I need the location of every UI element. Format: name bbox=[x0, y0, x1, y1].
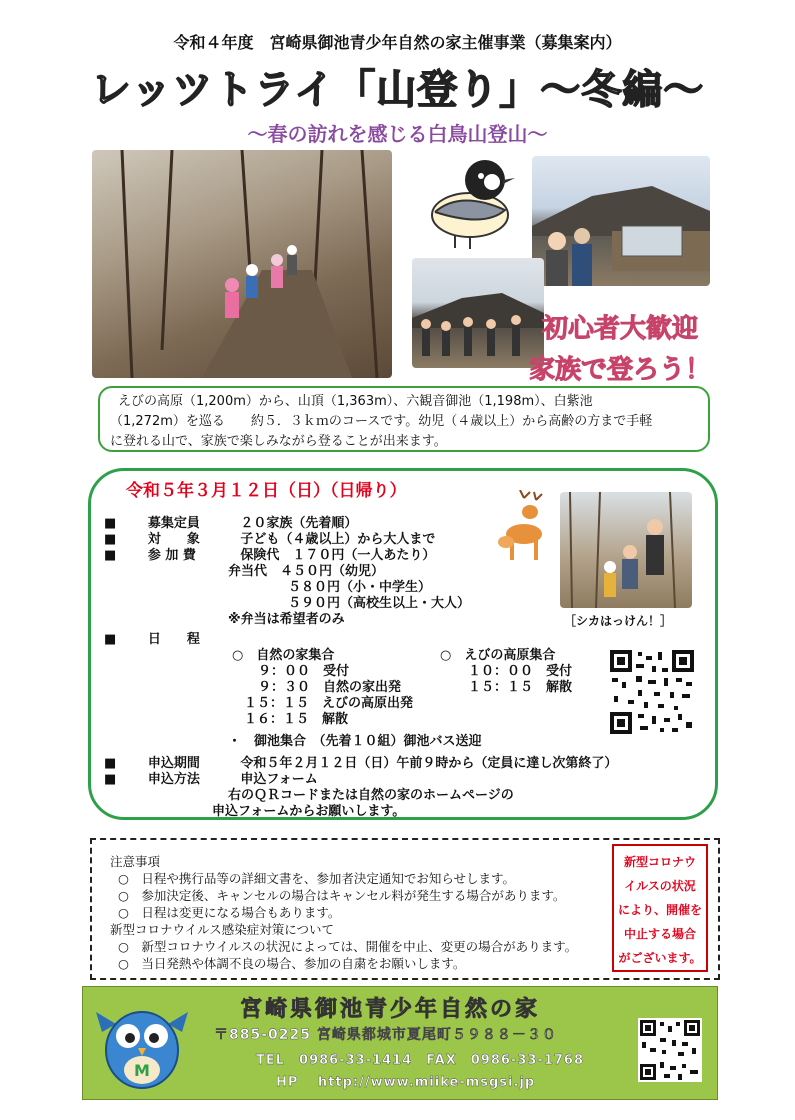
capacity-value: ２０家族（先着順） bbox=[240, 516, 358, 531]
schedule-a-title: ○ 自然の家集合 bbox=[232, 648, 335, 663]
covid-warning-line-1: 新型コロナウ bbox=[623, 855, 696, 869]
observation-deck-photo bbox=[532, 156, 710, 286]
apply-method-value: 申込フォーム bbox=[240, 772, 318, 787]
footer-website[interactable]: HP http://www.miike-msgsi.jp bbox=[276, 1075, 536, 1090]
banner-line-2: 家族で登ろう！ bbox=[528, 355, 711, 385]
covid-warning-line-5: がございます。 bbox=[618, 951, 702, 965]
intro-line-2: （1,272m）を巡る 約５．３ｋｍのコースです。幼児（４歳以上）から高齢の方まで手軽 bbox=[110, 414, 653, 429]
qr-code-application[interactable] bbox=[608, 648, 696, 736]
notice-item-2: ○ 参加決定後、キャンセルの場合はキャンセル料が発生する場合があります。 bbox=[118, 888, 566, 903]
covid-item-1: ○ 新型コロナウイルスの状況によっては、開催を中止、変更の場合があります。 bbox=[118, 939, 578, 954]
apply-period-label: 申込期間 bbox=[147, 756, 200, 771]
fee-lunch-2: ５８０円（小・中学生） bbox=[288, 580, 432, 595]
target-value: 子ども（４歳以上）から大人まで bbox=[240, 532, 436, 547]
bullet-icon: ■ bbox=[104, 756, 130, 771]
bird-illustration bbox=[415, 150, 525, 250]
fee-insurance: 保険代 １７０円（一人あたり） bbox=[240, 548, 436, 563]
footer-org-name: 宮崎県御池青少年自然の家 bbox=[240, 997, 541, 1022]
apply-period-value: 令和５年２月１２日（日）午前９時から（定員に達し次第終了） bbox=[240, 756, 618, 771]
covid-warning-box bbox=[612, 844, 708, 972]
fee-label: 参 加 費 bbox=[147, 548, 196, 563]
owl-mascot-icon bbox=[94, 992, 190, 1092]
notice-item-1: ○ 日程や携行品等の詳細文書を、参加者決定通知でお知らせします。 bbox=[118, 871, 516, 886]
bullet-icon: ■ bbox=[104, 548, 130, 563]
bullet-icon: ■ bbox=[104, 516, 130, 531]
page-subtitle: ～春の訪れを感じる白鳥山登山～ bbox=[247, 122, 548, 146]
qr-code-website[interactable] bbox=[638, 1018, 702, 1082]
event-date: 令和５年３月１２日（日）（日帰り） bbox=[126, 481, 407, 501]
footer-address: 〒885-0225 宮崎県都城市夏尾町５９８８－３０ bbox=[214, 1027, 557, 1043]
covid-title: 新型コロナウイルス感染症対策について bbox=[110, 922, 335, 937]
deer-spotting-photo bbox=[560, 492, 692, 608]
fee-note: ※弁当は希望者のみ bbox=[228, 612, 345, 627]
banner-line-1: 初心者大歓迎 bbox=[541, 314, 698, 344]
header-org-line: 令和４年度 宮崎県御池青少年自然の家主催事業（募集案内） bbox=[173, 33, 622, 52]
bullet-icon: ■ bbox=[104, 772, 130, 787]
covid-warning-line-3: により、開催を bbox=[617, 903, 702, 917]
covid-warning-line-2: イルスの状況 bbox=[624, 879, 696, 893]
notice-item-3: ○ 日程は変更になる場合もあります。 bbox=[118, 905, 341, 920]
target-label: 対 象 bbox=[147, 532, 200, 547]
page-title: レッツトライ「山登り」～冬編～ bbox=[90, 67, 705, 113]
welcome-banner bbox=[500, 308, 740, 386]
fee-lunch-1: 弁当代 ４５０円（幼児） bbox=[228, 564, 385, 579]
intro-line-1: えびの高原（1,200m）から、山頂（1,363m）、六観音御池（1,198m）、白紫池 bbox=[118, 394, 593, 409]
hiking-trail-photo bbox=[92, 150, 392, 378]
intro-box bbox=[98, 386, 710, 452]
schedule-a-4: １６：１５ 解散 bbox=[244, 712, 349, 727]
notices-title: 注意事項 bbox=[110, 854, 161, 869]
intro-line-3: に登れる山で、家族で楽しみながら登ることが出来ます。 bbox=[110, 434, 447, 449]
apply-method-line-2: 右のＱＲコードまたは自然の家のホームページの bbox=[228, 788, 514, 803]
covid-item-2: ○ 当日発熱や体調不良の場合、参加の自粛をお願いします。 bbox=[118, 956, 466, 971]
schedule-b-2: １５：１５ 解散 bbox=[468, 680, 573, 695]
svg-text:M: M bbox=[134, 1061, 150, 1080]
covid-warning-line-4: 中止する場合 bbox=[623, 927, 696, 941]
schedule-a-3: １５：１５ えびの高原出発 bbox=[244, 696, 414, 711]
bus-note: ・ 御池集合 （先着１０組）御池バス送迎 bbox=[228, 734, 482, 749]
schedule-b-1: １０：００ 受付 bbox=[468, 664, 573, 679]
bullet-icon: ■ bbox=[104, 632, 130, 647]
schedule-label: 日 程 bbox=[147, 632, 200, 647]
footer-phone: TEL 0986-33-1414 FAX 0986-33-1768 bbox=[256, 1053, 584, 1068]
capacity-label: 募集定員 bbox=[147, 516, 200, 531]
schedule-a-2: ９：３０ 自然の家出発 bbox=[258, 680, 402, 695]
fee-lunch-3: ５９０円（高校生以上・大人） bbox=[288, 596, 471, 611]
bullet-icon: ■ bbox=[104, 532, 130, 547]
deer-caption: ［シカはっけん！］ bbox=[564, 614, 673, 628]
schedule-b-title: ○ えびの高原集合 bbox=[440, 648, 556, 663]
deer-illustration bbox=[494, 490, 554, 562]
schedule-a-1: ９：００ 受付 bbox=[258, 664, 350, 679]
apply-method-label: 申込方法 bbox=[147, 772, 200, 787]
schedule-row bbox=[104, 628, 200, 647]
apply-method-line-3: 申込フォームからお願いします。 bbox=[212, 804, 406, 819]
